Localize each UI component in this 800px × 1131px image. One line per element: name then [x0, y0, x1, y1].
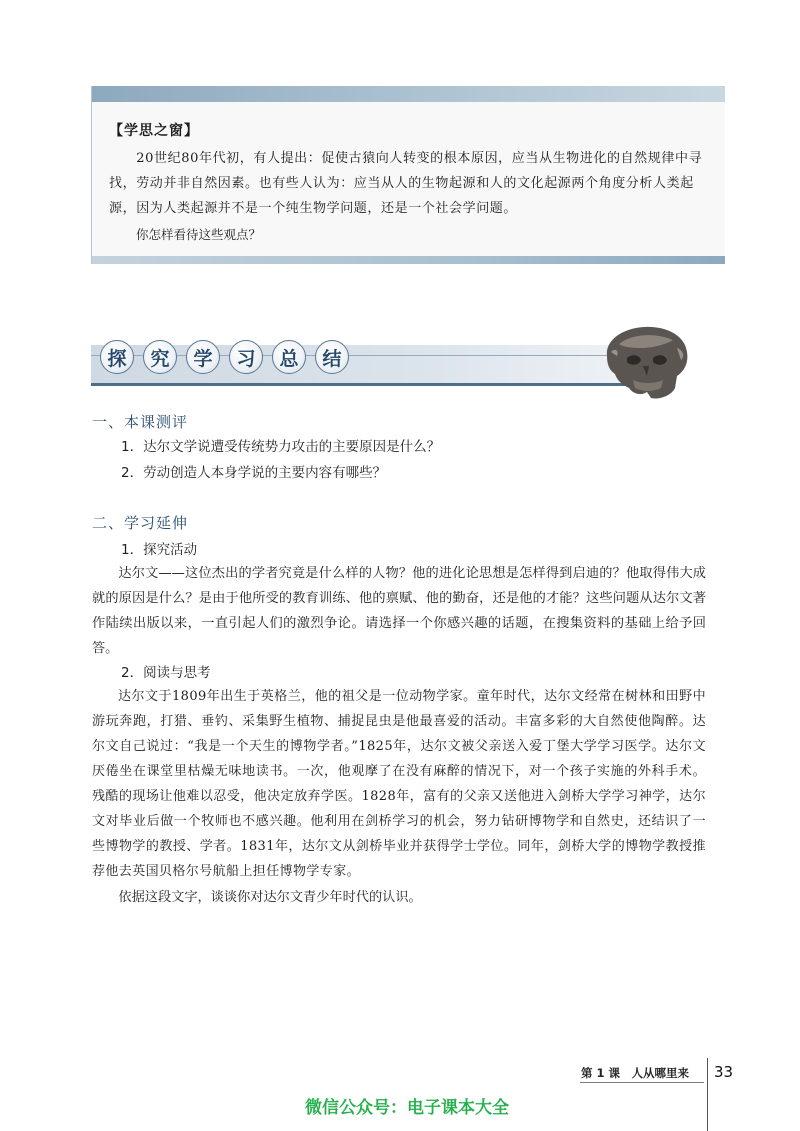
- review-question-2: 2．劳动创造人本身学说的主要内容有哪些？: [121, 465, 387, 481]
- banner-char: 学: [186, 340, 220, 374]
- skull-fossil-icon: [597, 322, 693, 404]
- box-top-bar: [92, 86, 725, 102]
- review-question-1: 1．达尔文学说遭受传统势力攻击的主要原因是什么？: [121, 439, 441, 455]
- reading-prompt: 依据这段文字，谈谈你对达尔文青少年时代的认识。: [118, 890, 422, 905]
- box-question: 你怎样看待这些观点？: [136, 227, 262, 242]
- banner-char: 习: [229, 340, 263, 374]
- lesson-footer-label: 第 1 课 人从哪里来: [581, 1066, 690, 1080]
- page-number: 33: [714, 1063, 734, 1081]
- footer-rule: [580, 1082, 704, 1083]
- reading-passage-text: 达尔文于1809年出生于英格兰，他的祖父是一位动物学家。童年时代，达尔文经常在树林和田野中游玩奔跑，打猎、垂钓、采集野生植物、捕捉昆虫是他最喜爱的活动。丰富多彩的大自然使他陶醉。达尔文自己说过：“我是一个天生的博物学者。”1825年，达尔文被父亲送入爱丁堡大学学习医学。达尔文厌倦坐在课堂里枯燥无味地读书。一次，他观摩了在没有麻醉的情况下，对一个孩子实施的外科手术。残酷的现场让他难以忍受，他决定放弃学医。1828年，富有的父亲又送他进入剑桥大学学习神学，达尔文对毕业后做一个牧师也不感兴趣。他利用在剑桥学习的机会，努力钻研博物学和自然史，还结识了一些博物学的教授、学者。1831年，达尔文从剑桥毕业并获得学士学位。同年，剑桥大学的博物学教授推荐他去英国贝格尔号航船上担任博物学专家。: [92, 689, 706, 879]
- summary-banner-title: [100, 340, 349, 374]
- banner-char: 探: [100, 340, 134, 374]
- inquiry-activity-text: 达尔文——这位杰出的学者究竟是什么样的人物？他的进化论思想是怎样得到启迪的？他取得伟大成就的原因是什么？是由于他所受的教育训练、他的禀赋、他的勤奋，还是他的才能？这些问题从达尔文著作陆续出版以来，一直引起人们的激烈争论。请选择一个你感兴趣的话题，在搜集资料的基础上给予回答。: [92, 566, 706, 656]
- banner-char: 总: [272, 340, 306, 374]
- banner-char: 结: [315, 340, 349, 374]
- box-title: 【学思之窗】: [109, 123, 199, 139]
- box-bottom-bar: [92, 256, 725, 264]
- subsection-label-reading: 2．阅读与思考: [121, 665, 211, 681]
- footer-vertical-rule: [707, 1058, 708, 1131]
- section-heading-extension: 二、学习延伸: [92, 514, 189, 532]
- box-body-text: 20世纪80年代初，有人提出：促使古猿向人转变的根本原因，应当从生物进化的自然规律中寻找，劳动并非自然因素。也有些人认为：应当从人的生物起源和人的文化起源两个角度分析人类起源，因为人类起源并不是一个纯生物学问题，还是一个社会学问题。: [109, 151, 703, 216]
- section-heading-review: 一、本课测评: [92, 413, 189, 431]
- banner-char: 究: [143, 340, 177, 374]
- thinking-window-box: [91, 86, 725, 264]
- watermark-text: 微信公众号：电子课本大全: [305, 1098, 509, 1118]
- subsection-label-inquiry: 1．探究活动: [121, 542, 198, 558]
